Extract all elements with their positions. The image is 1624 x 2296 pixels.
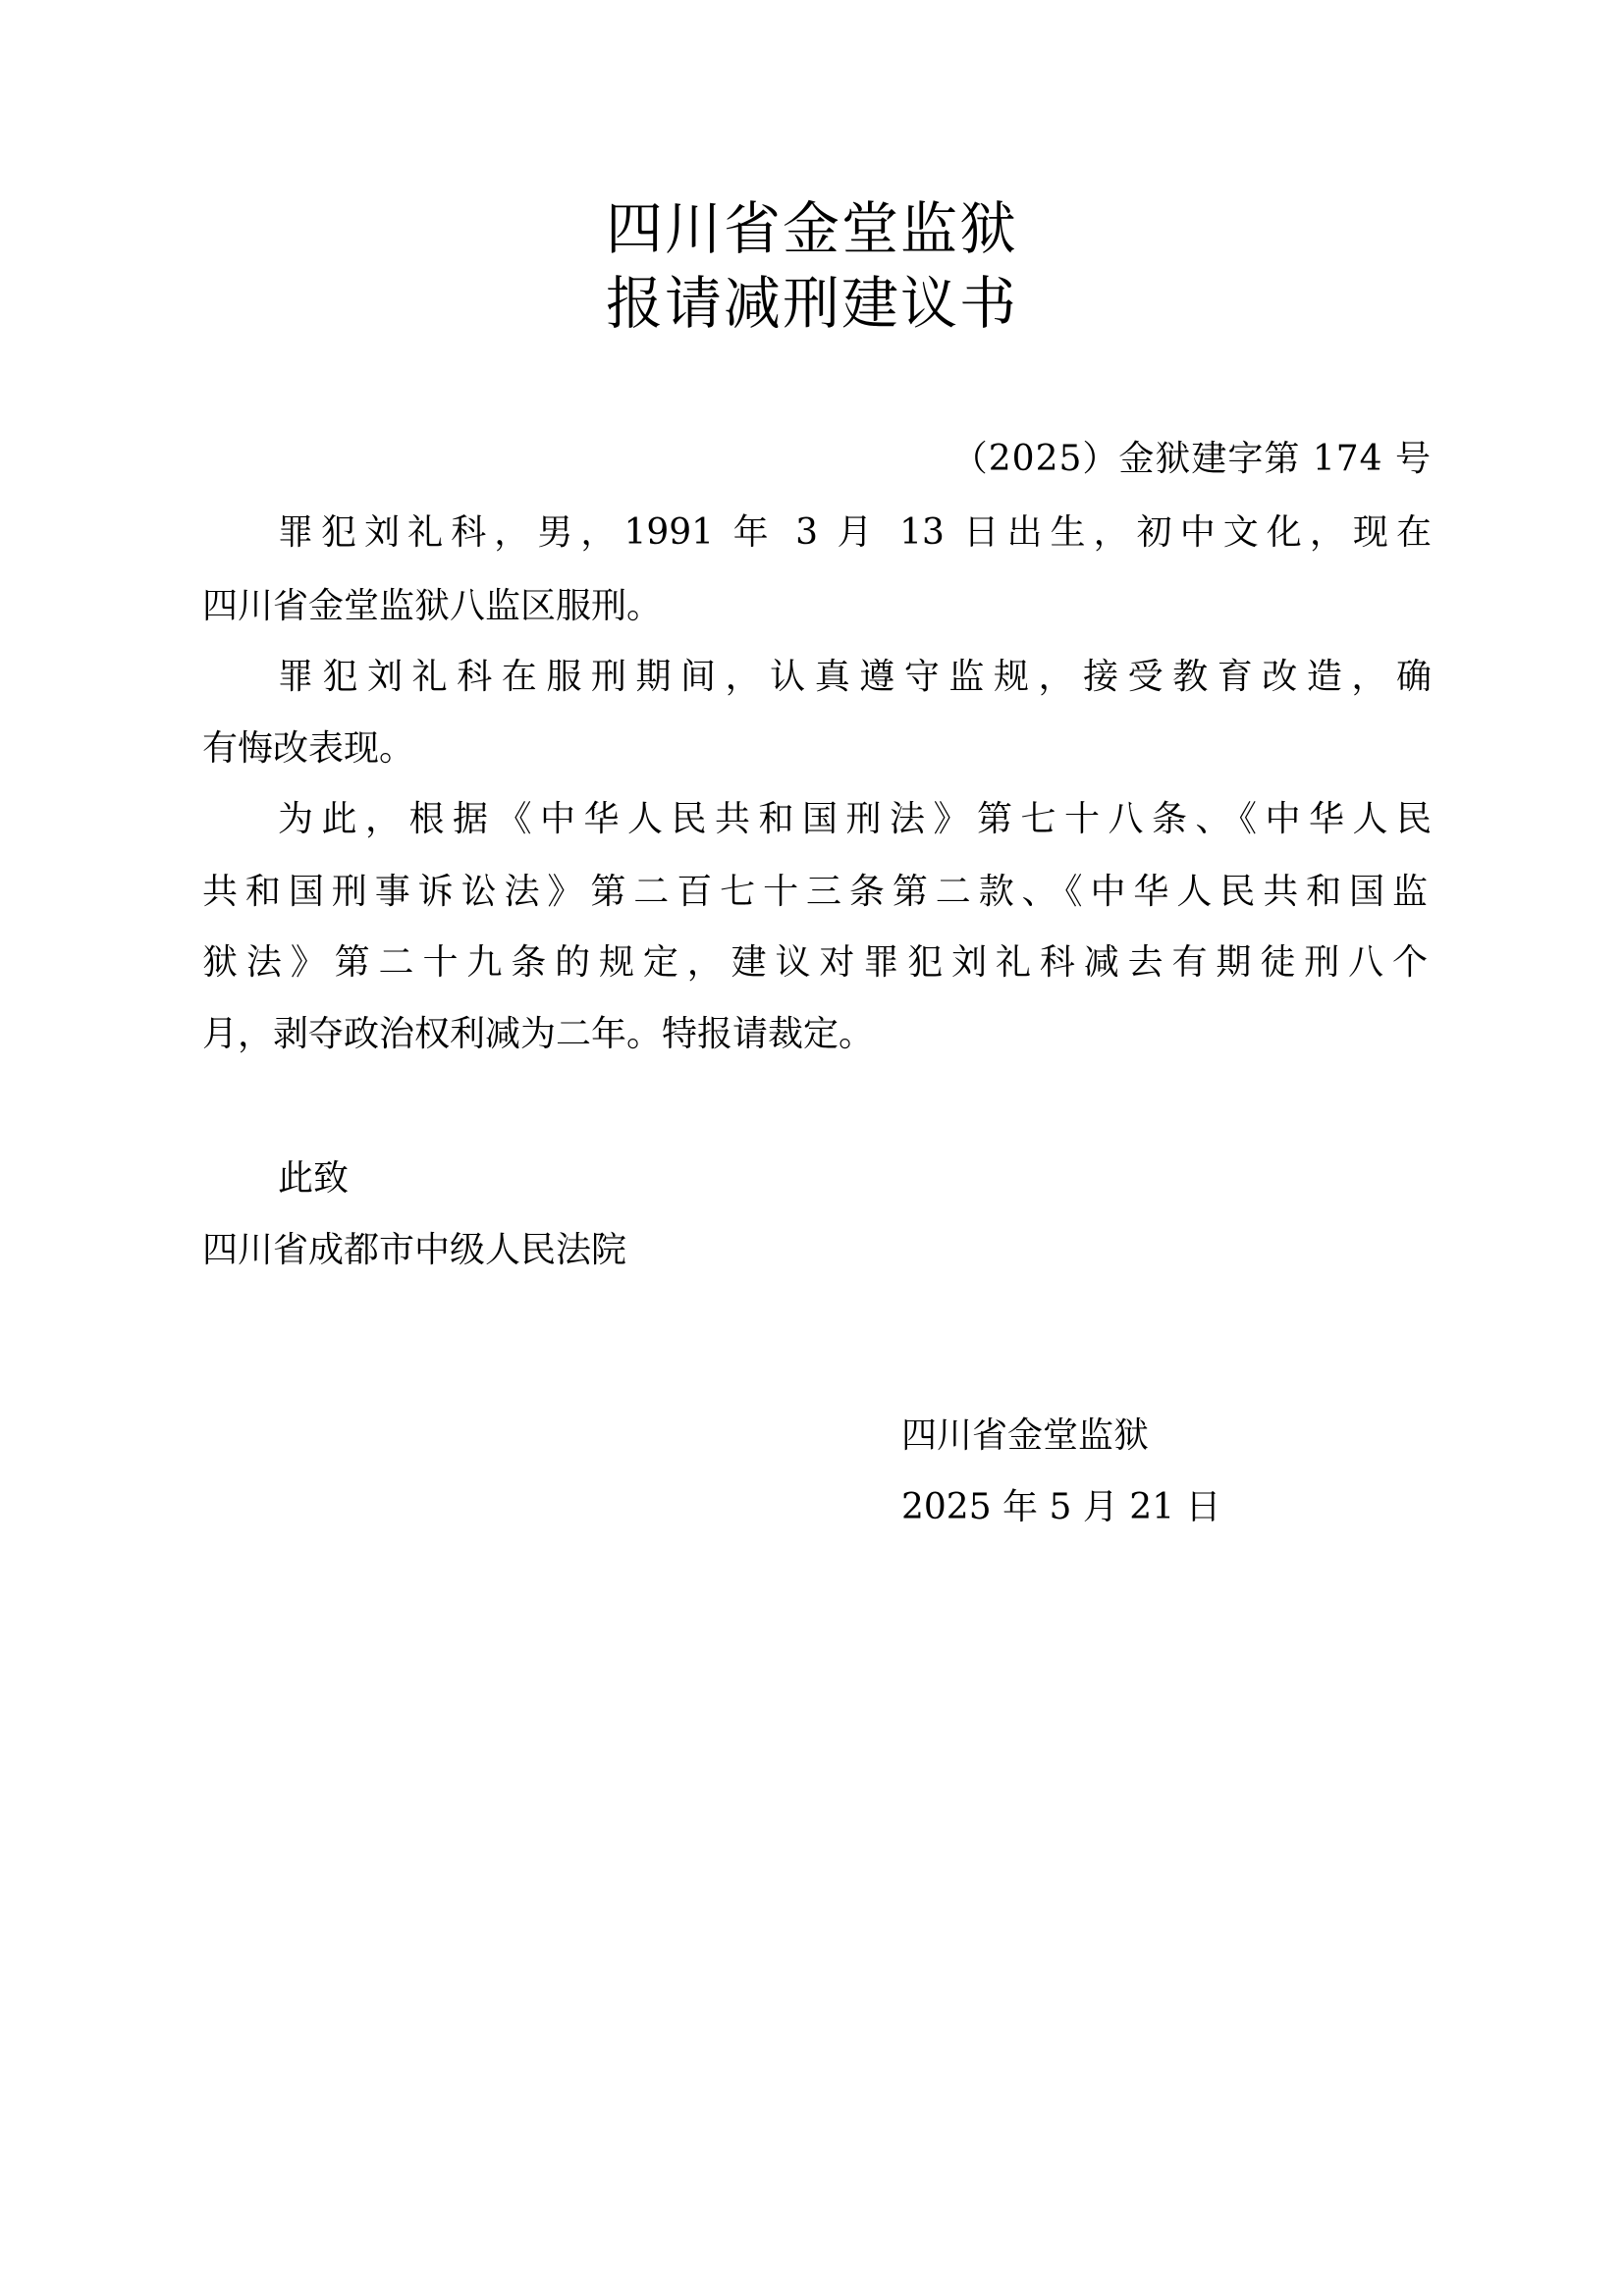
paragraph1-line2: 四川省金堂监狱八监区服刑。 bbox=[202, 586, 663, 626]
document-number: （2025）金狱建字第 174 号 bbox=[951, 439, 1432, 479]
paragraph3-line4: 月，剥夺政治权利减为二年。特报请裁定。 bbox=[202, 1014, 875, 1054]
document-title-line2: 报请减刑建议书 bbox=[605, 270, 1018, 337]
recipient-court: 四川省成都市中级人民法院 bbox=[202, 1230, 627, 1270]
paragraph3-line3: 狱法》第二十九条的规定，建议对罪犯刘礼科减去有期徒刑八个 bbox=[202, 942, 1428, 983]
paragraph1-line1: 罪犯刘礼科，男，1991 年 3 月 13 日出生，初中文化，现在 bbox=[278, 512, 1432, 553]
document-title-line1: 四川省金堂监狱 bbox=[605, 195, 1018, 262]
signature-organization: 四川省金堂监狱 bbox=[901, 1415, 1150, 1456]
signature-date: 2025 年 5 月 21 日 bbox=[901, 1487, 1221, 1527]
paragraph2-line2: 有悔改表现。 bbox=[202, 728, 415, 769]
paragraph3-line1: 为此，根据《中华人民共和国刑法》第七十八条、《中华人民 bbox=[278, 799, 1432, 839]
paragraph3-line2: 共和国刑事诉讼法》第二百七十三条第二款、《中华人民共和国监 bbox=[202, 872, 1428, 912]
paragraph2-line1: 罪犯刘礼科在服刑期间，认真遵守监规，接受教育改造，确 bbox=[278, 657, 1432, 697]
salutation: 此致 bbox=[278, 1158, 350, 1199]
